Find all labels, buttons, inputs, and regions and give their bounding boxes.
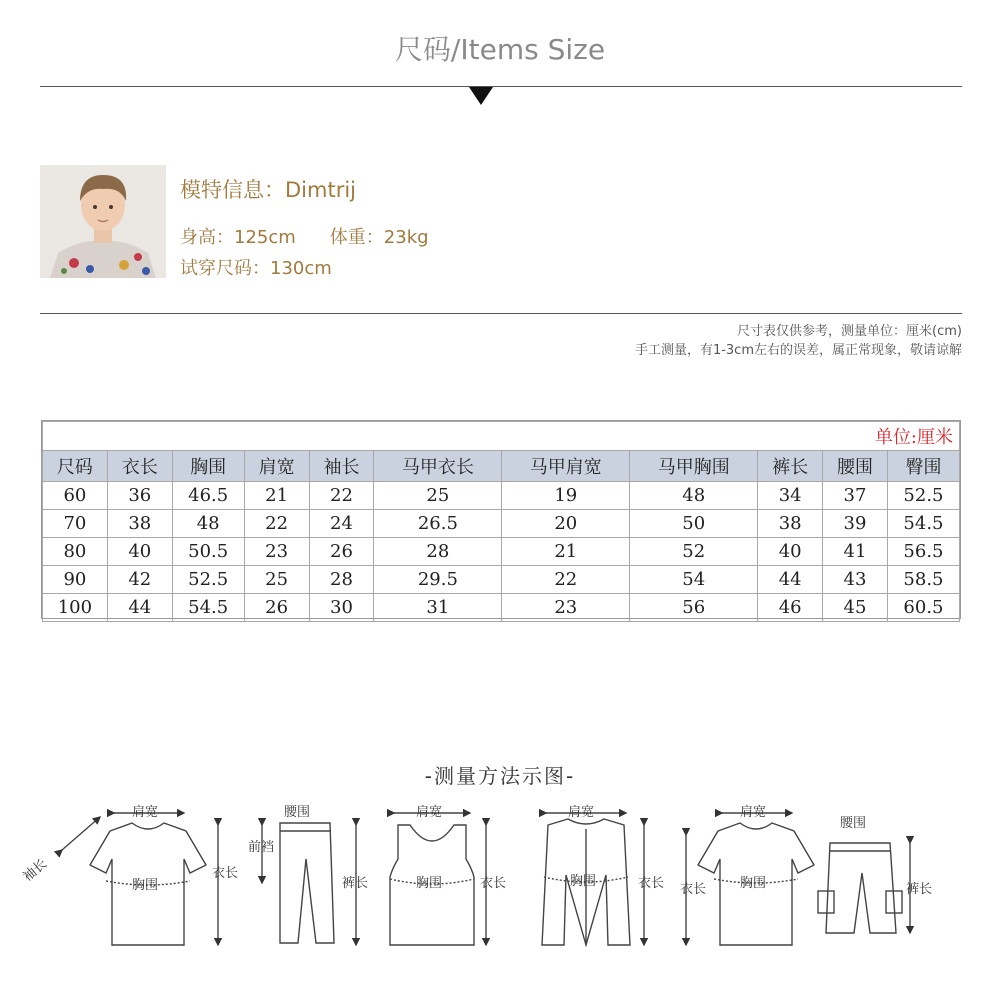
table-cell: 58.5 [887, 566, 959, 594]
table-header-cell: 马甲肩宽 [502, 451, 630, 482]
table-cell: 26 [244, 594, 309, 622]
table-cell: 50.5 [172, 538, 244, 566]
table-cell: 46.5 [172, 482, 244, 510]
table-header-cell: 衣长 [107, 451, 172, 482]
table-cell: 46 [758, 594, 823, 622]
table-cell: 100 [43, 594, 108, 622]
diagram-chest-label-3: 胸围 [570, 874, 597, 889]
table-header-cell: 臀围 [887, 451, 959, 482]
table-cell: 25 [244, 566, 309, 594]
table-cell: 22 [502, 566, 630, 594]
diagram-pants-length-label-1: 裤长 [342, 876, 369, 891]
size-note-1: 尺寸表仅供参考，测量单位：厘米(cm) [737, 324, 962, 339]
diagram-shoulder-label-1: 肩宽 [132, 805, 159, 820]
table-header-cell: 袖长 [309, 451, 374, 482]
diagram-waist-label-2: 腰围 [840, 816, 867, 831]
table-cell: 40 [758, 538, 823, 566]
table-cell: 20 [502, 510, 630, 538]
diagram-shoulder-label-2: 肩宽 [416, 805, 443, 820]
diagram-sleeve-label: 袖长 [20, 856, 51, 885]
diagram-pants-length-label-2: 裤长 [906, 882, 933, 897]
table-header-cell: 裤长 [758, 451, 823, 482]
table-cell: 60 [43, 482, 108, 510]
table-header-cell: 尺码 [43, 451, 108, 482]
table-cell: 48 [172, 510, 244, 538]
table-header-cell: 腰围 [823, 451, 888, 482]
table-cell: 44 [758, 566, 823, 594]
table-cell: 31 [374, 594, 502, 622]
diagram-waist-label-1: 腰围 [284, 805, 311, 820]
diagram-length-label-2: 衣长 [480, 876, 507, 891]
model-height: 身高：125cm [180, 227, 296, 248]
table-cell: 39 [823, 510, 888, 538]
table-cell: 21 [244, 482, 309, 510]
header-divider [40, 86, 962, 87]
table-cell: 29.5 [374, 566, 502, 594]
diagram-shoulder-label-3: 肩宽 [568, 805, 595, 820]
table-cell: 80 [43, 538, 108, 566]
table-row [43, 594, 960, 622]
table-cell: 56.5 [887, 538, 959, 566]
table-cell: 37 [823, 482, 888, 510]
diagram-title: -测量方法示图- [424, 764, 576, 788]
diagram-length-label-1: 衣长 [212, 866, 239, 881]
table-cell: 22 [309, 482, 374, 510]
diagram-chest-label-1: 胸围 [132, 878, 159, 893]
table-cell: 24 [309, 510, 374, 538]
table-cell: 54 [630, 566, 758, 594]
table-cell: 52 [630, 538, 758, 566]
section-divider [40, 313, 962, 314]
table-cell: 90 [43, 566, 108, 594]
table-cell: 52.5 [887, 482, 959, 510]
model-photo [40, 165, 166, 278]
table-cell: 54.5 [887, 510, 959, 538]
table-cell: 50 [630, 510, 758, 538]
model-measurements [180, 223, 429, 249]
table-cell: 34 [758, 482, 823, 510]
table-cell: 60.5 [887, 594, 959, 622]
table-cell: 38 [758, 510, 823, 538]
table-cell: 52.5 [172, 566, 244, 594]
table-header-cell: 胸围 [172, 451, 244, 482]
shorts-icon [818, 843, 910, 933]
table-row [43, 538, 960, 566]
table-header-row [43, 451, 960, 482]
table-header-cell: 马甲胸围 [630, 451, 758, 482]
table-cell: 19 [502, 482, 630, 510]
down-arrow-icon [469, 87, 493, 105]
table-cell: 70 [43, 510, 108, 538]
measurement-diagram [20, 795, 960, 975]
table-cell: 45 [823, 594, 888, 622]
table-cell: 23 [244, 538, 309, 566]
diagram-rise-label: 前裆 [248, 840, 275, 855]
table-header-cell: 马甲衣长 [374, 451, 502, 482]
table-cell: 54.5 [172, 594, 244, 622]
diagram-shoulder-label-4: 肩宽 [740, 805, 767, 820]
diagram-length-label-3: 衣长 [638, 876, 665, 891]
table-row [43, 482, 960, 510]
size-table [41, 420, 961, 619]
model-name: 模特信息：Dimtrij [180, 178, 356, 202]
table-row [43, 510, 960, 538]
table-cell: 30 [309, 594, 374, 622]
table-cell: 48 [630, 482, 758, 510]
model-trial-size: 试穿尺码：130cm [180, 258, 332, 279]
table-row [43, 566, 960, 594]
table-cell: 42 [107, 566, 172, 594]
table-cell: 44 [107, 594, 172, 622]
table-cell: 56 [630, 594, 758, 622]
unit-label: 单位:厘米 [43, 422, 960, 451]
table-cell: 36 [107, 482, 172, 510]
table-cell: 23 [502, 594, 630, 622]
table-cell: 26.5 [374, 510, 502, 538]
diagram-chest-label-4: 胸围 [740, 876, 767, 891]
table-cell: 28 [309, 566, 374, 594]
diagram-length-label-4: 衣长 [680, 882, 707, 897]
size-note-2: 手工测量，有1-3cm左右的误差，属正常现象，敬请谅解 [634, 343, 962, 358]
page-title: 尺码/Items Size [394, 33, 606, 66]
diagram-chest-label-2: 胸围 [416, 876, 443, 891]
table-cell: 21 [502, 538, 630, 566]
table-cell: 38 [107, 510, 172, 538]
model-weight: 体重：23kg [329, 227, 429, 248]
table-header-cell: 肩宽 [244, 451, 309, 482]
table-cell: 41 [823, 538, 888, 566]
table-cell: 40 [107, 538, 172, 566]
table-cell: 26 [309, 538, 374, 566]
table-cell: 25 [374, 482, 502, 510]
table-cell: 22 [244, 510, 309, 538]
table-cell: 28 [374, 538, 502, 566]
table-cell: 43 [823, 566, 888, 594]
